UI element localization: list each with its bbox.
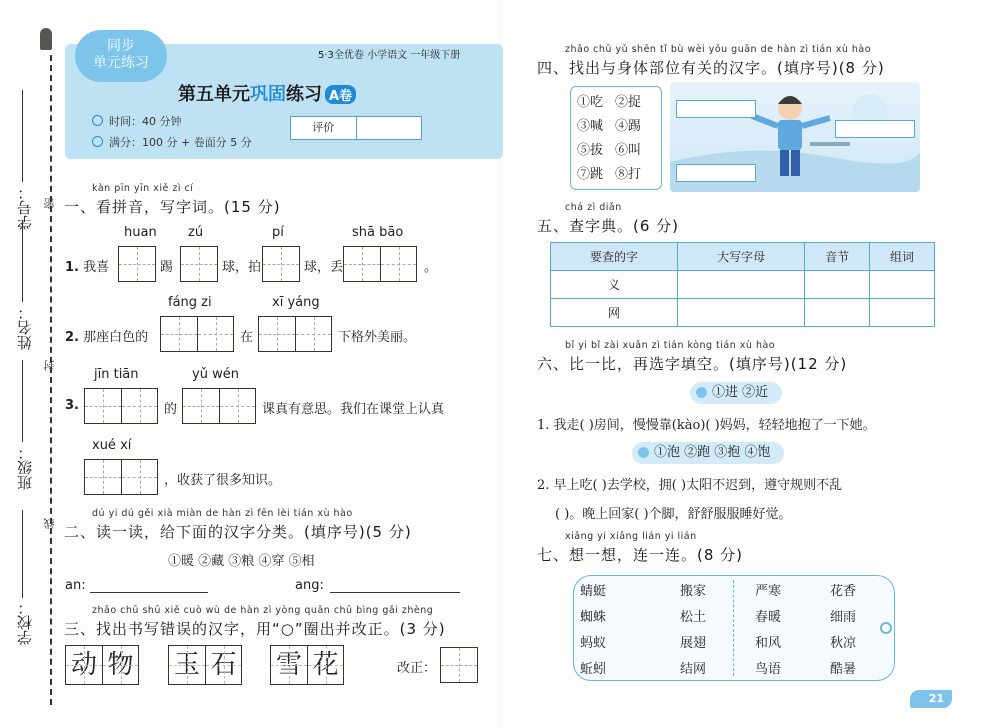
name-label: 姓名： [16,305,34,350]
write-box-fangzi[interactable] [160,316,234,352]
word-xuehua[interactable]: 雪 花 [270,645,344,685]
s3-pinyin: zhǎo chū shū xiě cuò wù de hàn zì yòng quān chū bìng gǎi zhèng [92,605,434,616]
s4-heading: 四、找出与身体部位有关的汉字。(填序号)(8 分) [537,59,885,77]
s5-heading: 五、查字典。(6 分) [537,217,680,235]
seal-word-feng: 封 [43,360,56,371]
s5-pinyin: chá zì diǎn [565,202,622,213]
check-icon [92,136,103,147]
table-row: 义 [551,271,935,299]
ang-answer-line[interactable] [330,592,460,593]
binding-line [50,55,52,705]
school-label: 学校： [16,600,34,645]
s7-pinyin: xiǎng yi xiǎng lián yi lián [565,531,697,542]
rocket-icon [40,28,52,50]
s1-heading: 一、看拼音，写字词。(15 分) [64,198,281,216]
score-info: 满分：100 分 + 卷面分 5 分 [92,134,252,150]
write-box-shabao[interactable] [343,246,417,282]
write-box-pi[interactable] [262,246,300,282]
answer-box-foot[interactable] [676,164,756,182]
tag-string-icon [880,622,892,634]
answer-box-hand[interactable] [835,120,915,138]
page-title: 第五单元巩固练习 A卷 [178,80,356,106]
s4-pinyin: zhǎo chū yǔ shēn tǐ bù wèi yǒu guān de hàn zì tián xù hào [565,44,872,55]
s7-heading: 七、想一想，连一连。(8 分) [537,546,744,564]
student-id-label: 学号： [16,185,34,230]
correction-box[interactable] [440,647,478,683]
seal-word-xian: 线 [43,518,56,529]
write-box-xuexi[interactable] [84,459,158,495]
s6-pinyin: bǐ yi bǐ zài xuǎn zì tián kòng tián xù hào [565,340,776,351]
s2-pinyin: dú yi dú gěi xià miàn de hàn zì fēn lèi tián xù hào [92,508,353,519]
s6-q2b: ( )。晚上回家( )个脚，舒舒服服睡好觉。 [555,507,792,522]
a-volume-badge: A卷 [325,85,356,104]
an-answer-line[interactable] [90,592,208,593]
clock-icon [92,115,103,126]
s6-q2a: 2. 早上吃( )去学校，拥( )太阳不迟到，遵守规则不乱 [537,478,843,493]
write-box-xiyang[interactable] [258,316,332,352]
write-box-zu[interactable] [180,246,218,282]
s6-heading: 六、比一比，再选字填空。(填序号)(12 分) [537,355,848,373]
q2-line: 2. 那座白色的 [65,330,149,345]
word-dongwu[interactable]: 动 物 [65,645,139,685]
worksheet-page: 学号： 姓名： 班级： 学校： 密 封 线 同步 单元练习 5·3全优卷 小学语文 一年级下册 第五单元巩固练习 A卷 时间：40 分钟 满分：100 分 + 卷面分 5 分 评价 kàn pīn yīn xiě zì cí 一、看拼音，写字词。(15 分) huan zú pí shā bāo 1. 我喜 踢 球，拍 球，丢 。 fáng zi xī yáng 2. 那座白色的 在 下格外美丽。 jīn tiān yǔ wén 3. 的 课真有意思。我们在课堂上认真 xué xí ，收获了很多知识。 dú yi dú gěi xià miàn de hàn zì fēn lèi tián xù hào 二、读一读，给下面的汉字分类。(填序号)(5 分) ①暖 ②藏 ③粮 ④穿 ⑤相 an: ang: zhǎo chū shū xiě cuò wù de hàn zì yòng quān chū bìng gǎi zhèng 三、找出书写错误的汉字，用“○”圈出并改正。(3 分) 动 物 玉 石 雪 花 改正： zhǎo chū yǔ shēn tǐ bù wèi yǒu guān de hàn zì tián xù hào 四、找出与身体部位有关的汉字。(填序号)(8 分) ①吃 ②捉 ③喊 ④踢 ⑤拔 ⑥叫 ⑦跳 ⑧打 chá zì diǎn 五、查字典。(6 分) 要查的字 大写字母 音节 组词 义 网 bǐ yi bǐ zài xuǎn zì tián kòng tián xù hào 六、比一比，再选字填空。(填序号)(12 分) ①进 ②近 1. 我走( )房间，慢慢靠(kào)( )妈妈，轻轻地抱了一下她。 ①泡 ②跑 ③抱 ④饱 2. 早上吃( )去学校，拥( )太阳不迟到，遵守规则不乱 ( )。晚上回家( )个脚，舒舒服服睡好觉。 xiǎng yi xiǎng lián yi lián 七、想一想，连一连。(8 分) 蜻蜓 蜘蛛 蚂蚁 蚯蚓 搬家 松土 展翅 结网 严寒 春暖 和风 鸟语 花香 细雨 秋凉 酷暑 21 [0,0,1000,728]
q3-line: 3. [65,398,79,413]
write-box-yuwen[interactable] [182,388,256,424]
s6-chip-1: ①进 ②近 [690,382,782,404]
evaluation-field[interactable] [356,117,422,139]
word-yushi[interactable]: 玉 石 [168,645,242,685]
s4-options: ①吃 ②捉 ③喊 ④踢 ⑤拔 ⑥叫 ⑦跳 ⑧打 [570,86,662,190]
s2-heading: 二、读一读，给下面的汉字分类。(填序号)(5 分) [64,523,412,541]
s3-heading: 三、找出书写错误的汉字，用“○”圈出并改正。(3 分) [64,620,446,638]
s2-options: ①暖 ②藏 ③粮 ④穿 ⑤相 [168,554,315,569]
write-box-jintian[interactable] [84,388,158,424]
unit-badge: 同步 单元练习 [75,30,167,82]
time-info: 时间：40 分钟 [92,113,182,129]
dictionary-table: 要查的字 大写字母 音节 组词 义 网 [550,242,935,327]
evaluation-box: 评价 [290,116,422,140]
s6-q1: 1. 我走( )房间，慢慢靠(kào)( )妈妈，轻轻地抱了一下她。 [537,418,876,433]
table-row: 网 [551,299,935,327]
s1-pinyin: kàn pīn yīn xiě zì cí [92,183,194,194]
page-number: 21 [910,690,952,708]
q1-line: 1. 我喜 [65,260,110,275]
class-label: 班级： [16,445,34,490]
answer-box-head[interactable] [676,100,756,118]
series-label: 5·3全优卷 小学语文 一年级下册 [318,50,461,61]
write-box-huan[interactable] [118,246,156,282]
s6-chip-2: ①泡 ②跑 ③抱 ④饱 [632,442,784,464]
seal-word-mi: 密 [43,198,56,209]
